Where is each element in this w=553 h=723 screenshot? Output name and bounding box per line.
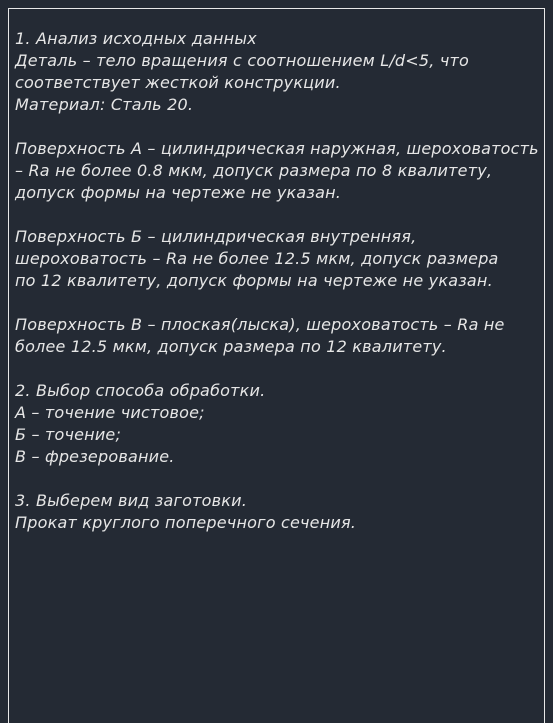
text-line: Прокат круглого поперечного сечения. xyxy=(15,513,357,532)
section-surface-a xyxy=(15,138,539,204)
section-surface-b xyxy=(15,226,530,292)
heading-analysis: 1. Анализ исходных данных xyxy=(15,29,257,48)
text-line: А – точение чистовое; xyxy=(15,403,205,422)
text-line: Поверхность А – цилиндрическая наружная, шероховатость xyxy=(15,139,539,158)
text-line: соответствует жесткой конструкции. xyxy=(15,73,341,92)
section-analysis xyxy=(15,28,530,116)
text-line: Материал: Сталь 20. xyxy=(15,95,194,114)
text-line: шероховатость – Ra не более 12.5 мкм, допуск размера xyxy=(15,249,499,268)
section-processing-method xyxy=(15,380,530,468)
document-text xyxy=(15,28,539,556)
text-line: Поверхность Б – цилиндрическая внутренняя, xyxy=(15,227,417,246)
text-line: по 12 квалитету, допуск формы на чертеже не указан. xyxy=(15,271,493,290)
text-line: более 12.5 мкм, допуск размера по 12 квалитету. xyxy=(15,337,447,356)
text-line: допуск формы на чертеже не указан. xyxy=(15,183,342,202)
section-blank-type xyxy=(15,490,530,534)
text-line: Деталь – тело вращения с соотношением L/d<5, что xyxy=(15,51,469,70)
text-line: Б – точение; xyxy=(15,425,122,444)
text-line: Поверхность В – плоская(лыска), шероховатость – Ra не xyxy=(15,315,505,334)
heading-processing-method: 2. Выбор способа обработки. xyxy=(15,381,266,400)
section-surface-v xyxy=(15,314,530,358)
text-line: В – фрезерование. xyxy=(15,447,175,466)
heading-blank-type: 3. Выберем вид заготовки. xyxy=(15,491,247,510)
text-line: – Ra не более 0.8 мкм, допуск размера по 8 квалитету, xyxy=(15,161,493,180)
